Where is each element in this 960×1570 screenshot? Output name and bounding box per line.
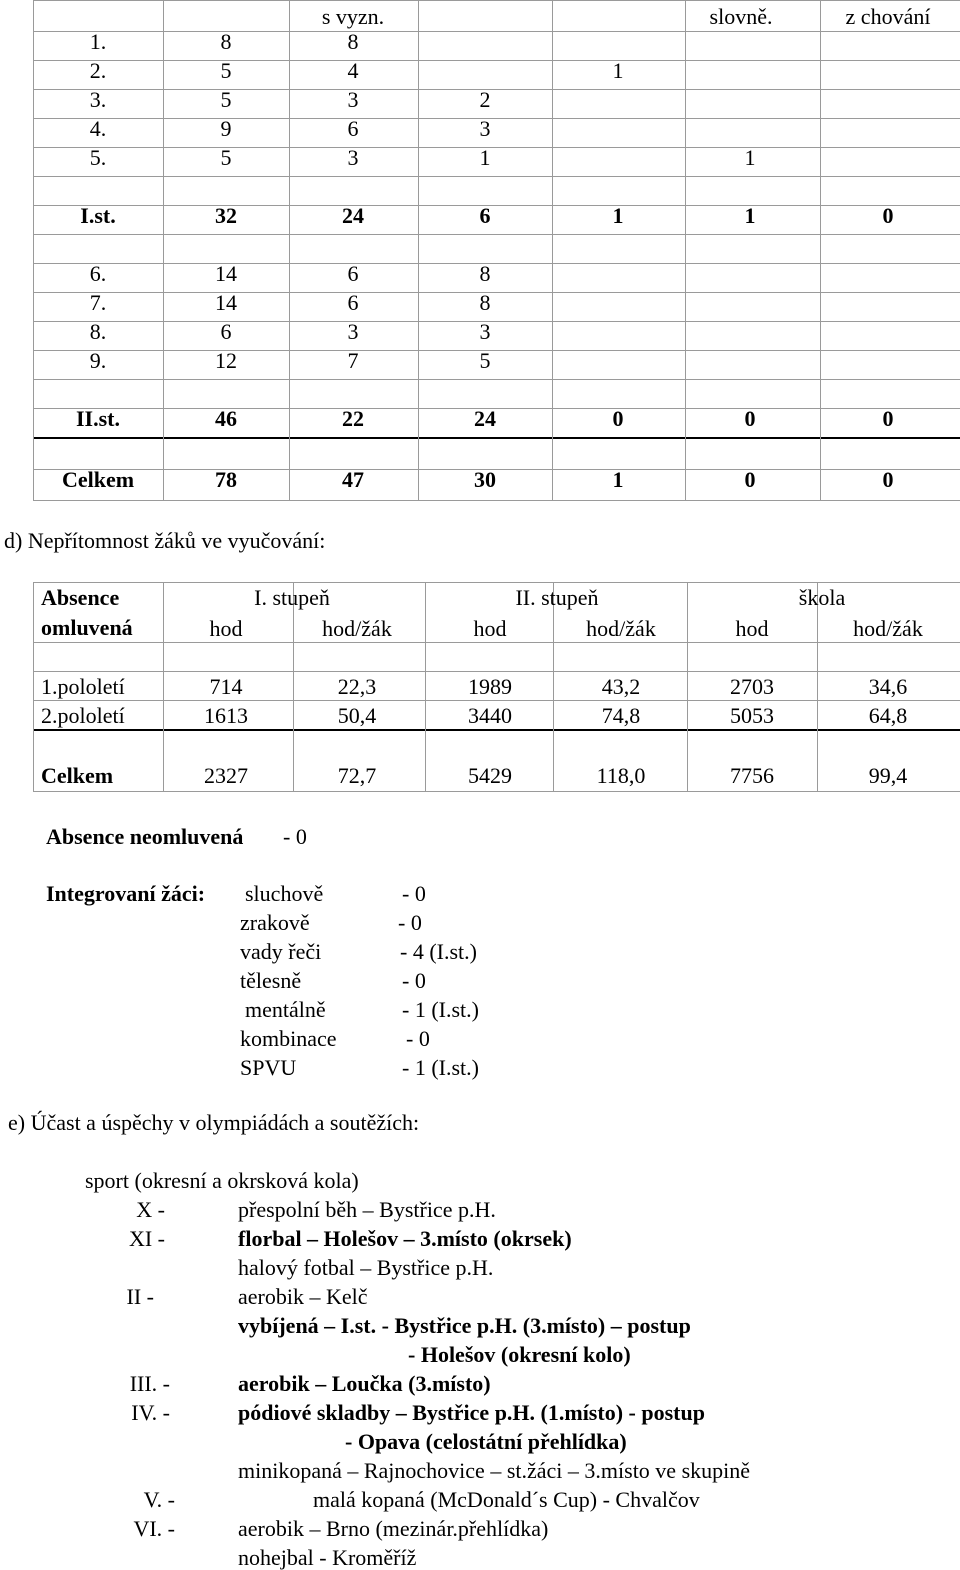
month-label: II - (126, 1284, 154, 1309)
grades-cell: 7 (347, 348, 359, 373)
month-label: IV. - (131, 1400, 170, 1425)
grades-cell: 0 (882, 467, 894, 492)
table-rule (685, 0, 686, 500)
grades-cell: 6 (347, 116, 359, 141)
absence-cell: 7756 (730, 763, 774, 788)
table-rule (552, 0, 553, 500)
competition-entry: aerobik – Brno (mezinár.přehlídka) (238, 1516, 549, 1541)
section-d-heading: d) Nepřítomnost žáků ve vyučování: (4, 528, 326, 553)
table-rule (418, 0, 419, 500)
grades-row-label: 3. (89, 87, 107, 112)
table-rule (33, 671, 960, 672)
table-rule (33, 729, 960, 731)
integrated-type: mentálně (245, 997, 326, 1022)
absence-title: Absence (41, 585, 120, 610)
integrated-value: - 0 (406, 1026, 430, 1051)
absence-group-header: I. stupeň (254, 585, 330, 610)
competition-entry: florbal – Holešov – 3.místo (okrsek) (238, 1226, 572, 1251)
integrated-value: - 0 (402, 881, 426, 906)
grades-cell: 78 (215, 467, 237, 492)
grades-cell: 1 (612, 203, 624, 228)
table-rule (33, 642, 960, 643)
absence-title-omluvena: omluvená (41, 615, 133, 640)
table-rule (687, 582, 688, 791)
integrated-value: - 4 (I.st.) (400, 939, 477, 964)
section-e-heading: e) Účast a úspěchy v olympiádách a soutěžích: (8, 1110, 420, 1135)
integrated-type: SPVU (240, 1055, 297, 1080)
absence-row-label: 1.pololetí (41, 674, 125, 699)
absence-group-header: škola (798, 585, 846, 610)
absence-subheader: hod/žák (322, 616, 392, 641)
grades-cell: 30 (474, 467, 496, 492)
table-rule (33, 791, 960, 792)
integrated-value: - 0 (398, 910, 422, 935)
competition-entry: nohejbal - Kroměříž (238, 1545, 417, 1570)
table-rule (33, 500, 960, 501)
table-rule (163, 582, 164, 791)
grades-cell: 3 (479, 116, 491, 141)
grades-cell: 46 (215, 406, 237, 431)
table-rule (293, 582, 294, 791)
integrated-type: zrakově (240, 910, 310, 935)
competition-entry: vybíjená – I.st. - Bystřice p.H. (3.místo) – postup (238, 1313, 691, 1338)
absence-cell: 1989 (468, 674, 512, 699)
integrated-type: kombinace (240, 1026, 337, 1051)
absence-cell: 5053 (730, 703, 774, 728)
absence-cell: 64,8 (868, 703, 908, 728)
absence-cell: 22,3 (337, 674, 377, 699)
sport-subheading: sport (okresní a okrsková kola) (85, 1168, 359, 1193)
grades-row-label: 6. (89, 261, 107, 286)
absence-cell: 34,6 (868, 674, 908, 699)
grades-cell: 1 (744, 145, 756, 170)
integrated-value: - 0 (402, 968, 426, 993)
absence-subheader: hod/žák (853, 616, 923, 641)
month-label: III. - (129, 1371, 170, 1396)
grades-row-label: 9. (89, 348, 107, 373)
table-rule (820, 0, 821, 500)
grades-cell: 24 (342, 203, 364, 228)
absence-cell: 74,8 (601, 703, 641, 728)
grades-cell: 14 (215, 261, 237, 286)
absence-cell: 2327 (204, 763, 248, 788)
grades-cell: 5 (220, 87, 232, 112)
absence-cell: 50,4 (337, 703, 377, 728)
integrated-type: tělesně (240, 968, 302, 993)
grades-cell: 3 (347, 145, 359, 170)
absence-row-label: Celkem (41, 763, 114, 788)
grades-row-label: 4. (89, 116, 107, 141)
grades-cell: 2 (479, 87, 491, 112)
grades-row-label: 8. (89, 319, 107, 344)
grades-cell: 14 (215, 290, 237, 315)
grades-cell: 3 (347, 87, 359, 112)
competition-entry: aerobik – Kelč (238, 1284, 368, 1309)
integrated-label: Integrovaní žáci: (46, 881, 206, 906)
integrated-type: vady řeči (240, 939, 322, 964)
grades-cell: 0 (744, 406, 756, 431)
absence-row-label: 2.pololetí (41, 703, 125, 728)
absence-cell: 43,2 (601, 674, 641, 699)
table-rule (33, 0, 34, 500)
grades-cell: 22 (342, 406, 364, 431)
grades-cell: 1 (479, 145, 491, 170)
competition-entry: přespolní běh – Bystřice p.H. (238, 1197, 496, 1222)
table-rule (33, 700, 960, 701)
grades-row-label: 1. (89, 29, 107, 54)
grades-row-label: II.st. (75, 406, 121, 431)
grades-cell: 12 (215, 348, 237, 373)
grades-cell: 0 (882, 203, 894, 228)
absence-cell: 714 (209, 674, 243, 699)
integrated-value: - 1 (I.st.) (402, 1055, 479, 1080)
grades-cell: 8 (347, 29, 359, 54)
grades-header-z-chovani: z chování (845, 4, 931, 29)
grades-cell: 5 (220, 145, 232, 170)
absence-subheader: hod (735, 616, 769, 641)
absence-cell: 72,7 (337, 763, 377, 788)
competition-entry: pódiové skladby – Bystřice p.H. (1.místo) - postup (238, 1400, 705, 1425)
table-rule (33, 582, 960, 583)
table-rule (553, 582, 554, 791)
table-rule (163, 0, 164, 500)
table-rule (817, 582, 818, 791)
integrated-type: sluchově (245, 881, 324, 906)
grades-cell: 8 (479, 261, 491, 286)
competition-entry: - Opava (celostátní přehlídka) (345, 1429, 627, 1454)
competition-entry: - Holešov (okresní kolo) (408, 1342, 631, 1367)
grades-cell: 0 (612, 406, 624, 431)
absence-subheader: hod (209, 616, 243, 641)
grades-row-label: Celkem (61, 467, 135, 492)
grades-cell: 0 (882, 406, 894, 431)
table-rule (425, 582, 426, 791)
grades-cell: 24 (474, 406, 496, 431)
grades-cell: 6 (347, 261, 359, 286)
table-rule (289, 0, 290, 500)
absence-cell: 3440 (468, 703, 512, 728)
month-label: XI - (128, 1226, 165, 1251)
grades-cell: 9 (220, 116, 232, 141)
grades-header-slovne: slovně. (709, 4, 773, 29)
grades-cell: 3 (479, 319, 491, 344)
month-label: X - (136, 1197, 165, 1222)
absence-subheader: hod/žák (586, 616, 656, 641)
absence-cell: 99,4 (868, 763, 908, 788)
grades-cell: 8 (220, 29, 232, 54)
month-label: VI. - (133, 1516, 175, 1541)
grades-row-label: I.st. (80, 203, 116, 228)
absence-cell: 2703 (730, 674, 774, 699)
grades-row-label: 7. (89, 290, 107, 315)
unexcused-value: - 0 (283, 824, 307, 849)
grades-cell: 8 (479, 290, 491, 315)
competition-entry: aerobik – Loučka (3.místo) (238, 1371, 491, 1396)
absence-group-header: II. stupeň (515, 585, 599, 610)
absence-cell: 5429 (468, 763, 512, 788)
grades-cell: 1 (612, 467, 624, 492)
grades-cell: 1 (612, 58, 624, 83)
grades-cell: 6 (347, 290, 359, 315)
grades-cell: 32 (215, 203, 237, 228)
competition-entry: malá kopaná (McDonald´s Cup) - Chvalčov (313, 1487, 700, 1512)
grades-row-label: 2. (89, 58, 107, 83)
grades-row-label: 5. (89, 145, 107, 170)
grades-cell: 0 (744, 467, 756, 492)
grades-cell: 3 (347, 319, 359, 344)
integrated-value: - 1 (I.st.) (402, 997, 479, 1022)
grades-cell: 5 (220, 58, 232, 83)
table-rule (33, 582, 34, 791)
unexcused-label: Absence neomluvená (46, 824, 244, 849)
grades-cell: 4 (347, 58, 359, 83)
competition-entry: minikopaná – Rajnochovice – st.žáci – 3.místo ve skupině (238, 1458, 751, 1483)
grades-cell: 47 (342, 467, 364, 492)
grades-cell: 6 (479, 203, 491, 228)
month-label: V. - (143, 1487, 175, 1512)
absence-subheader: hod (473, 616, 507, 641)
grades-cell: 1 (744, 203, 756, 228)
absence-cell: 1613 (204, 703, 248, 728)
grades-cell: 5 (479, 348, 491, 373)
grades-header-s-vyzn: s vyzn. (321, 4, 385, 29)
absence-cell: 118,0 (596, 763, 646, 788)
grades-cell: 6 (220, 319, 232, 344)
competition-entry: halový fotbal – Bystřice p.H. (238, 1255, 494, 1280)
